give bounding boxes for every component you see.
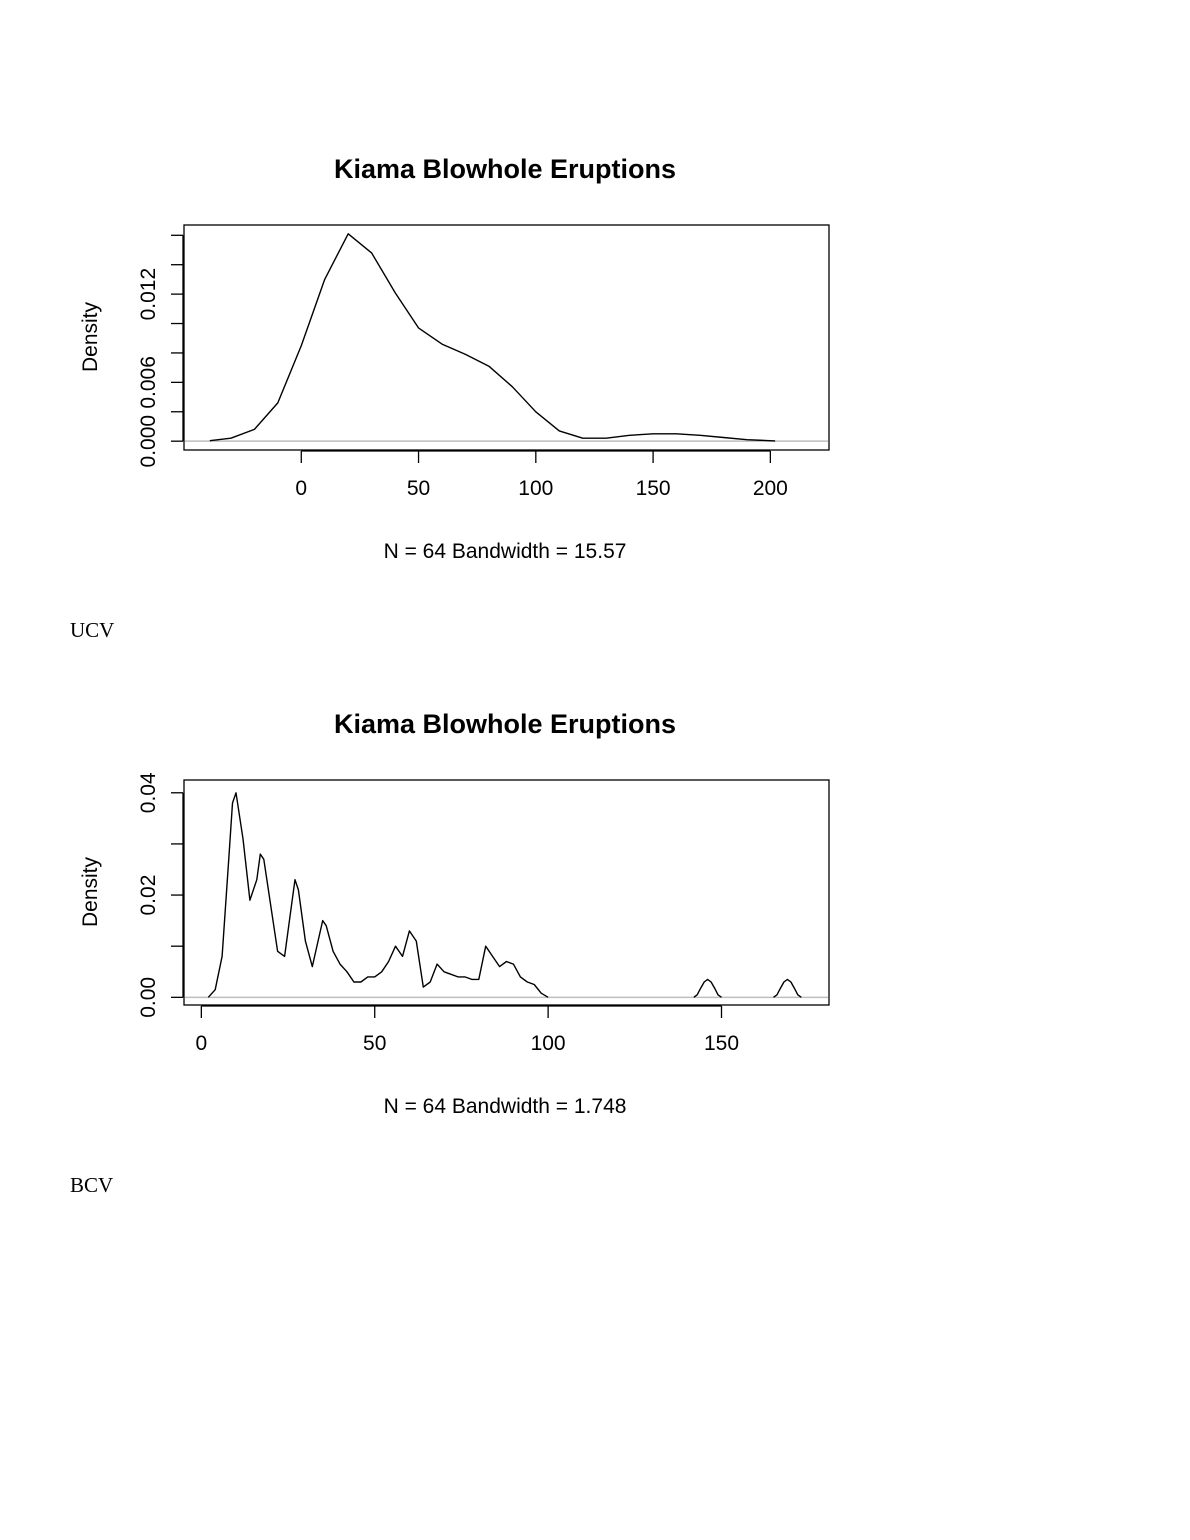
y-tick-label: 0.02 (137, 874, 160, 916)
chart-title: Kiama Blowhole Eruptions (333, 709, 677, 739)
x-tick-label: 100 (518, 477, 554, 500)
density-curve (694, 979, 722, 997)
chart-title: Kiama Blowhole Eruptions (333, 154, 677, 184)
x-tick-label: 0 (195, 1032, 208, 1055)
density-curve (208, 793, 548, 998)
density-curve (774, 979, 802, 997)
plot-svg-bcv (0, 695, 1190, 1145)
y-tick-label: 0.012 (137, 267, 160, 321)
axis-ticks (137, 235, 788, 500)
x-axis-label: N = 64 Bandwidth = 15.57 (383, 540, 627, 563)
x-axis-label: N = 64 Bandwidth = 1.748 (383, 1095, 627, 1118)
x-tick-label: 200 (752, 477, 788, 500)
x-tick-label: 0 (295, 477, 308, 500)
x-tick-label: 50 (363, 1032, 387, 1055)
bandwidth-method-caption-ucv: UCV (70, 618, 115, 642)
y-tick-label: 0.00 (137, 976, 160, 1018)
x-tick-label: 150 (635, 477, 671, 500)
x-tick-label: 100 (530, 1032, 566, 1055)
axis-ticks (137, 772, 739, 1055)
density-plot-ucv (0, 140, 1190, 590)
density-curve (210, 234, 775, 441)
plot-marks (185, 234, 828, 441)
bandwidth-method-caption-bcv: BCV (70, 1173, 114, 1197)
y-tick-label: 0.000 (137, 414, 160, 468)
density-plot-bcv (0, 695, 1190, 1145)
plot-frame (184, 780, 829, 1005)
plot-frame (184, 225, 829, 450)
x-tick-label: 150 (703, 1032, 740, 1055)
y-tick-label: 0.006 (137, 356, 160, 409)
y-axis-label: Density (79, 301, 102, 373)
y-tick-label: 0.04 (137, 772, 160, 814)
plot-marks (185, 793, 828, 998)
x-tick-label: 50 (406, 477, 431, 500)
plot-svg-ucv (0, 140, 1190, 590)
y-axis-label: Density (79, 856, 102, 928)
